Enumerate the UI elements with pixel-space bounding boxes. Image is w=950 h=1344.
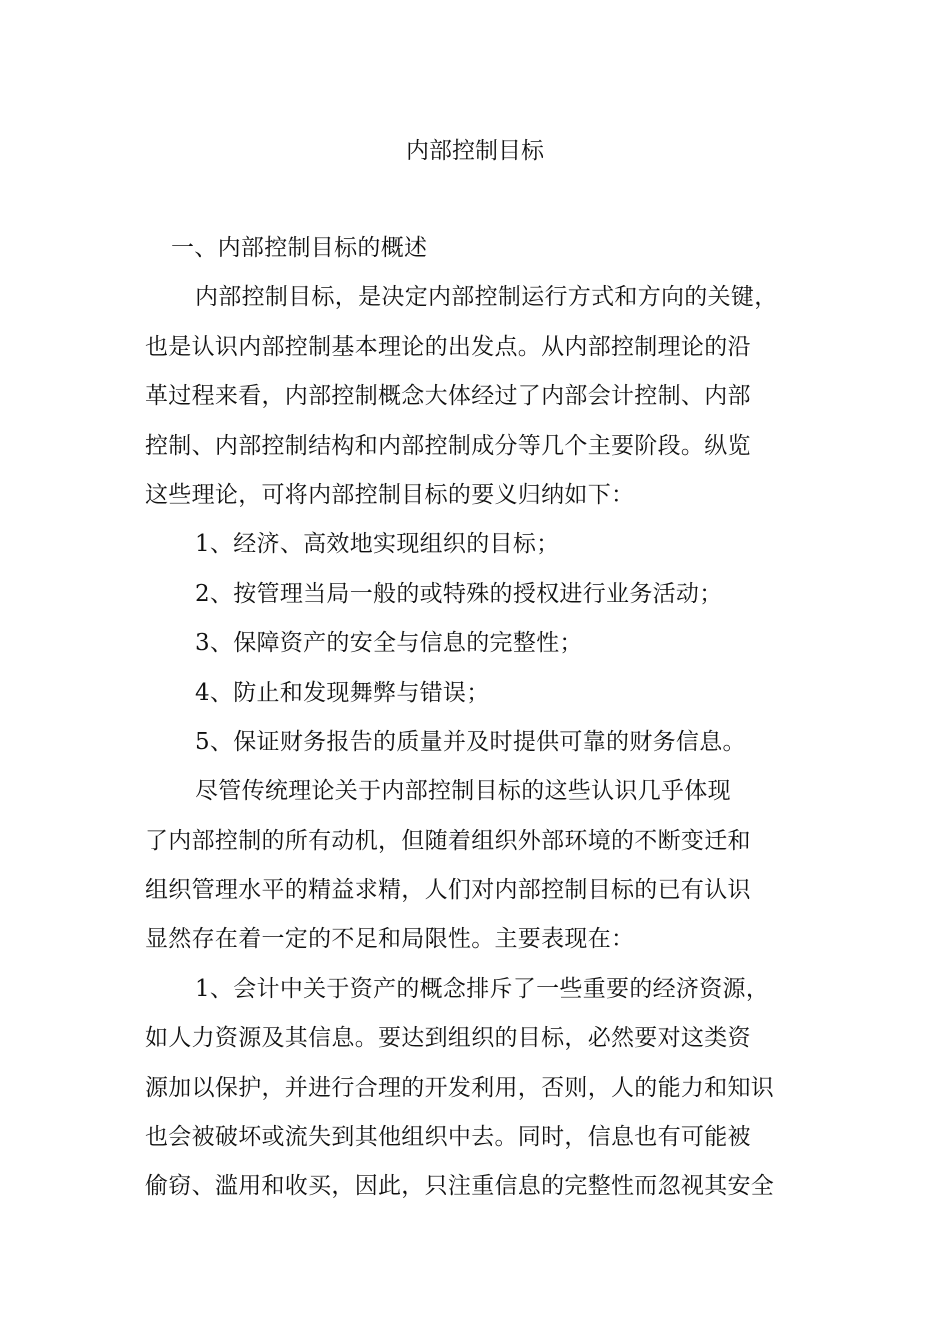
paragraph-line: 这些理论，可将内部控制目标的要义归纳如下： — [145, 481, 635, 508]
paragraph-line: 显然存在着一定的不足和局限性。主要表现在： — [145, 926, 635, 953]
paragraph-line: 控制、内部控制结构和内部控制成分等几个主要阶段。纵览 — [145, 432, 751, 459]
paragraph-line: 也会被破坏或流失到其他组织中去。同时，信息也有可能被 — [145, 1124, 751, 1151]
list-item: 5、保证财务报告的质量并及时提供可靠的财务信息。 — [195, 728, 746, 755]
document-body — [145, 230, 815, 1218]
list-item: 4、防止和发现舞弊与错误； — [195, 679, 490, 706]
list-item: 2、按管理当局一般的或特殊的授权进行业务活动； — [195, 580, 723, 607]
list-item: 3、保障资产的安全与信息的完整性； — [195, 630, 583, 657]
paragraph-line: 源加以保护，并进行合理的开发利用，否则，人的能力和知识 — [145, 1074, 775, 1101]
paragraph-line: 组织管理水平的精益求精，人们对内部控制目标的已有认识 — [145, 877, 751, 904]
section-heading: 一、内部控制目标的概述 — [171, 235, 428, 261]
paragraph-line: 如人力资源及其信息。要达到组织的目标，必然要对这类资 — [145, 1025, 751, 1052]
paragraph-line: 也是认识内部控制基本理论的出发点。从内部控制理论的沿 — [145, 333, 751, 360]
list-item: 1、经济、高效地实现组织的目标； — [195, 531, 560, 558]
page-title: 内部控制目标 — [406, 138, 544, 164]
list-item: 1、会计中关于资产的概念排斥了一些重要的经济资源， — [195, 975, 770, 1002]
paragraph-line: 偷窃、滥用和收买，因此，只注重信息的完整性而忽视其安全 — [145, 1173, 775, 1200]
paragraph-line: 革过程来看，内部控制概念大体经过了内部会计控制、内部 — [145, 383, 751, 410]
paragraph-line: 了内部控制的所有动机，但随着组织外部环境的不断变迁和 — [145, 827, 751, 854]
paragraph-line: 尽管传统理论关于内部控制目标的这些认识几乎体现 — [195, 778, 731, 805]
paragraph-line: 内部控制目标，是决定内部控制运行方式和方向的关键， — [195, 284, 778, 311]
